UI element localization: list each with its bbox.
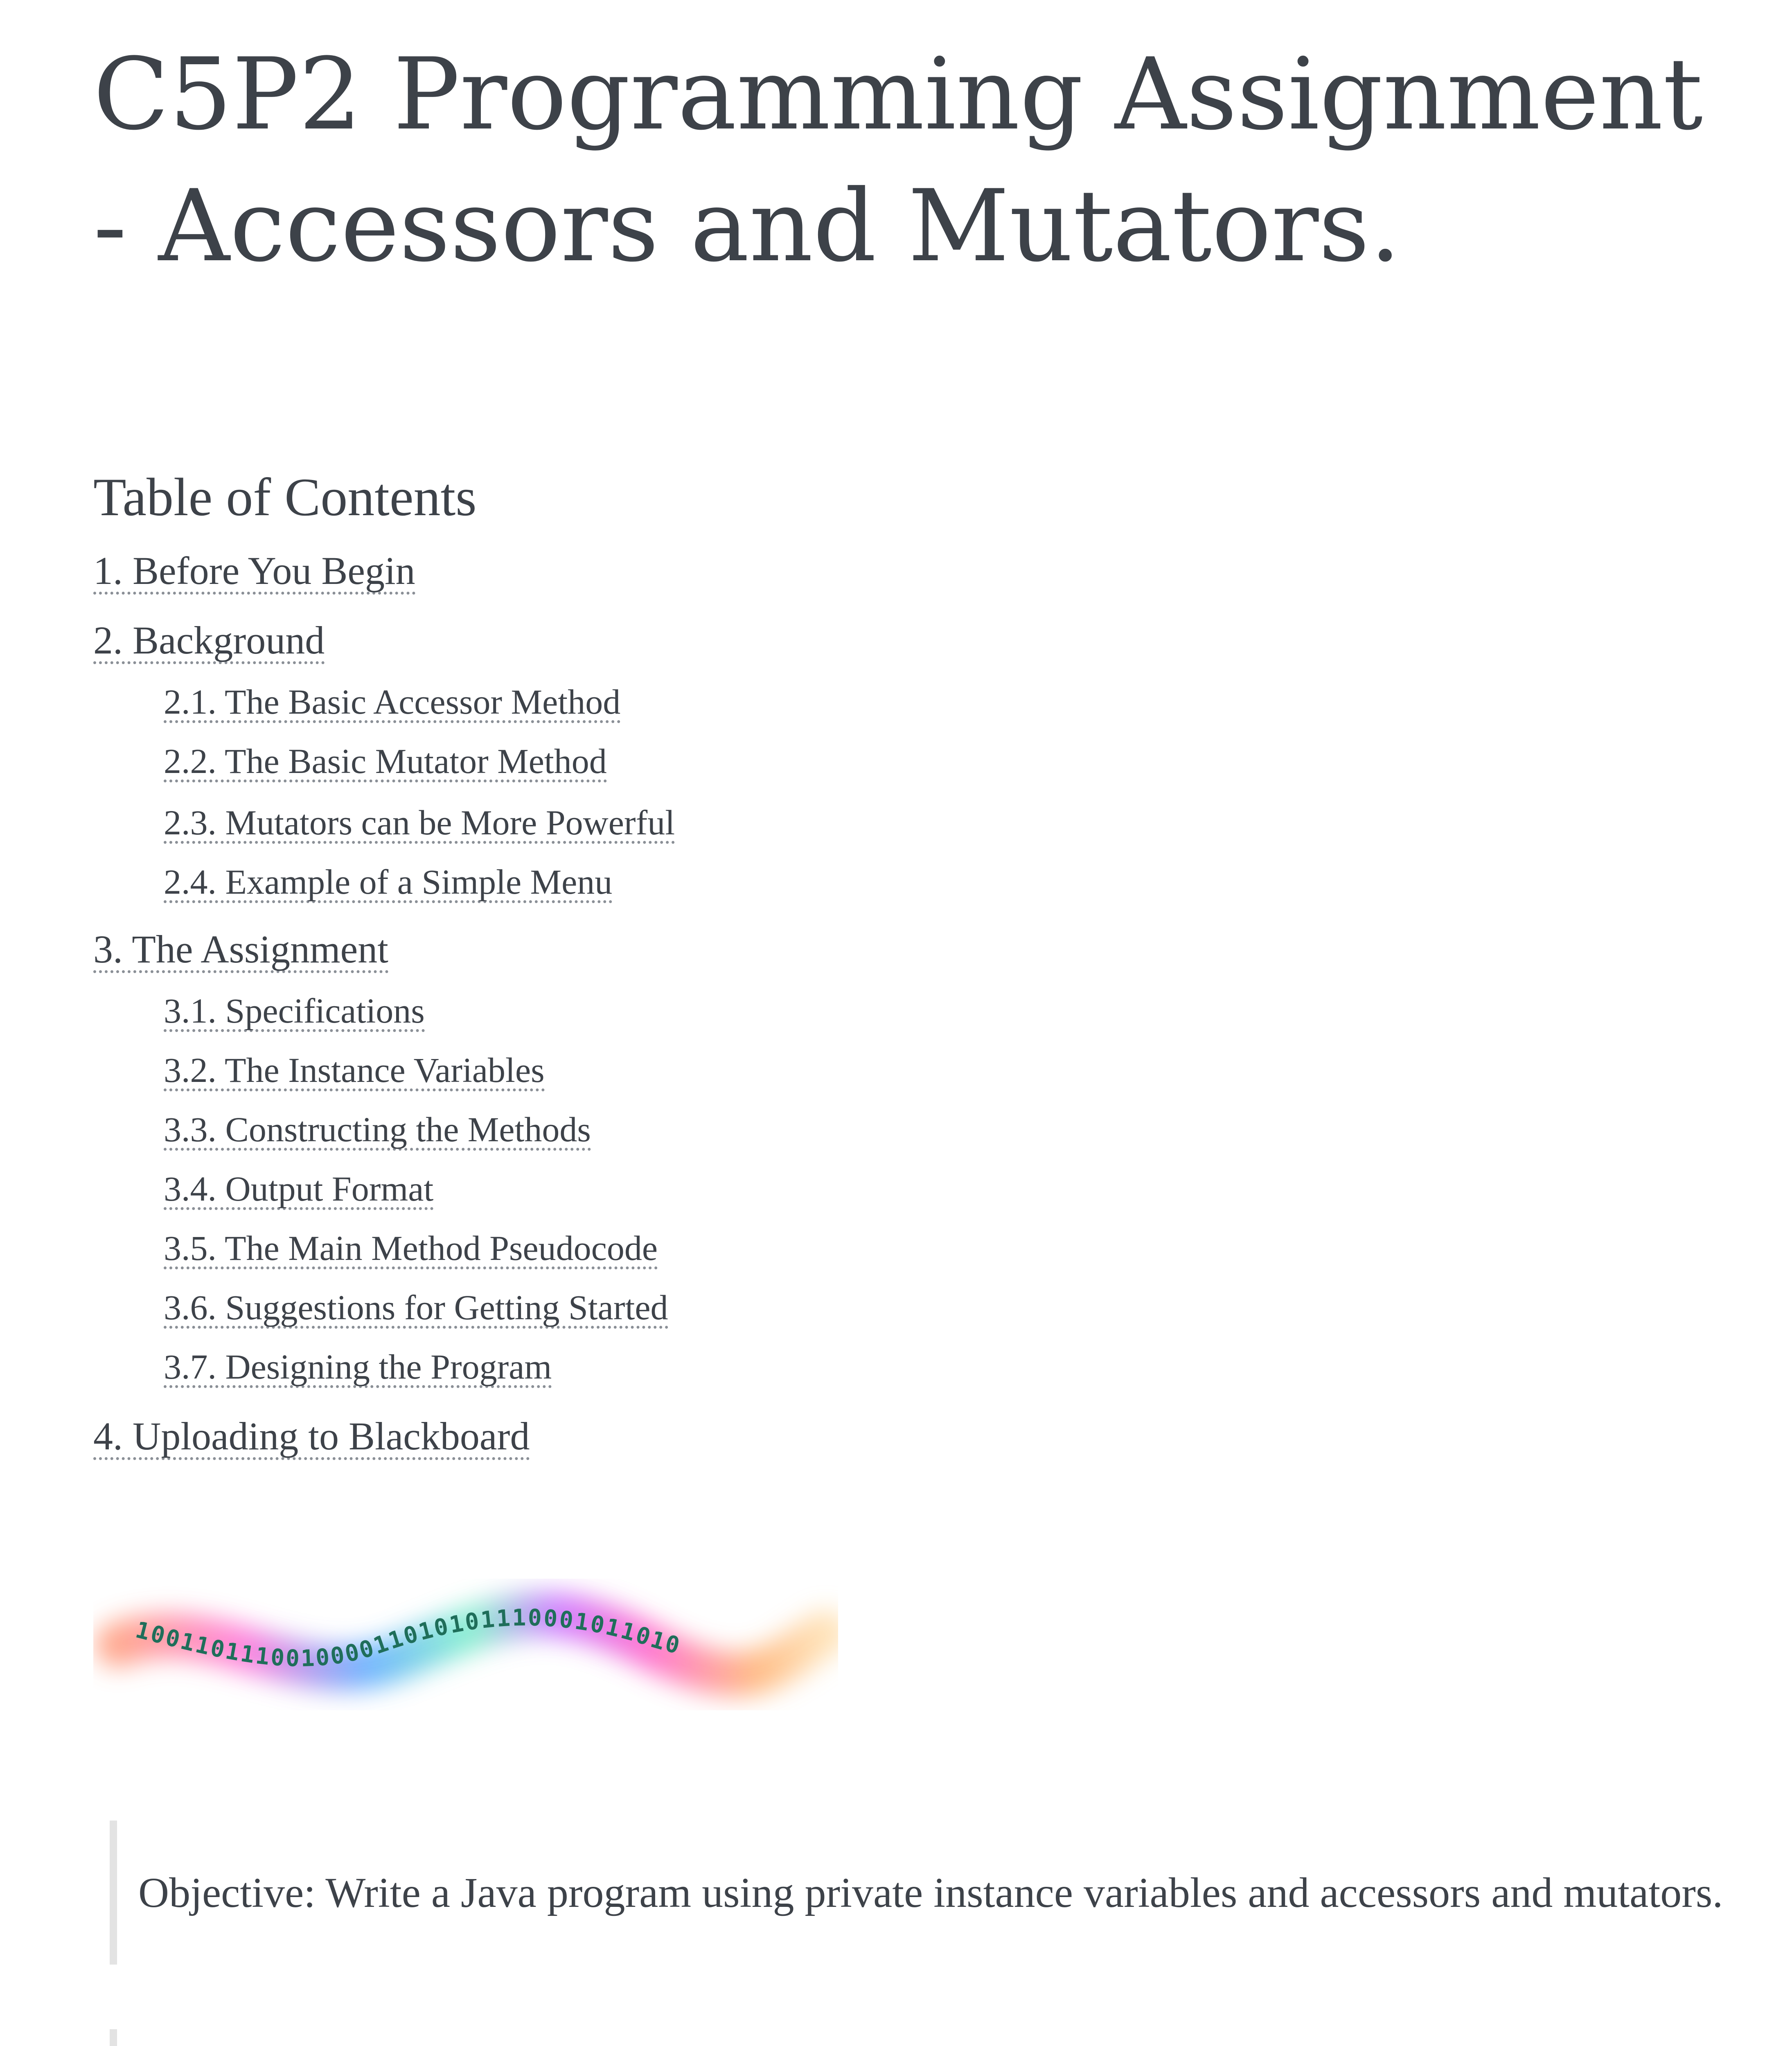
toc-link-mutators-more-powerful[interactable]: 2.3. Mutators can be More Powerful [164, 804, 675, 844]
toc-link-the-assignment[interactable]: 3. The Assignment [93, 929, 388, 973]
toc-link-output-format[interactable]: 3.4. Output Format [164, 1170, 433, 1210]
toc-link-simple-menu-example[interactable]: 2.4. Example of a Simple Menu [164, 863, 612, 903]
objective-callout [110, 1821, 1787, 1965]
objective-text: Objective: Write a Java program using private instance variables and accessors and mutators. [138, 1869, 1723, 1916]
toc-link-suggestions-getting-started[interactable]: 3.6. Suggestions for Getting Started [164, 1289, 668, 1329]
binary-wave-banner-image [93, 1575, 838, 1710]
toc-link-basic-accessor-method[interactable]: 2.1. The Basic Accessor Method [164, 683, 620, 723]
point-value-callout [110, 2029, 928, 2046]
toc-link-before-you-begin[interactable]: 1. Before You Begin [93, 550, 415, 595]
toc-link-uploading-blackboard[interactable]: 4. Uploading to Blackboard [93, 1416, 530, 1460]
banner-binary-text: 100110111001000011010101110001011010 [133, 1604, 684, 1672]
toc-link-instance-variables[interactable]: 3.2. The Instance Variables [164, 1052, 545, 1091]
toc-link-specifications[interactable]: 3.1. Specifications [164, 992, 425, 1032]
toc-link-background[interactable]: 2. Background [93, 620, 325, 664]
page-title: C5P2 Programming Assignment - Accessors and Mutators. [93, 37, 1703, 284]
toc-link-basic-mutator-method[interactable]: 2.2. The Basic Mutator Method [164, 743, 607, 782]
toc-link-main-method-pseudocode[interactable]: 3.5. The Main Method Pseudocode [164, 1230, 658, 1269]
toc-heading: Table of Contents [93, 467, 477, 527]
toc-link-designing-program[interactable]: 3.7. Designing the Program [164, 1348, 552, 1388]
toc-link-constructing-methods[interactable]: 3.3. Constructing the Methods [164, 1111, 591, 1151]
